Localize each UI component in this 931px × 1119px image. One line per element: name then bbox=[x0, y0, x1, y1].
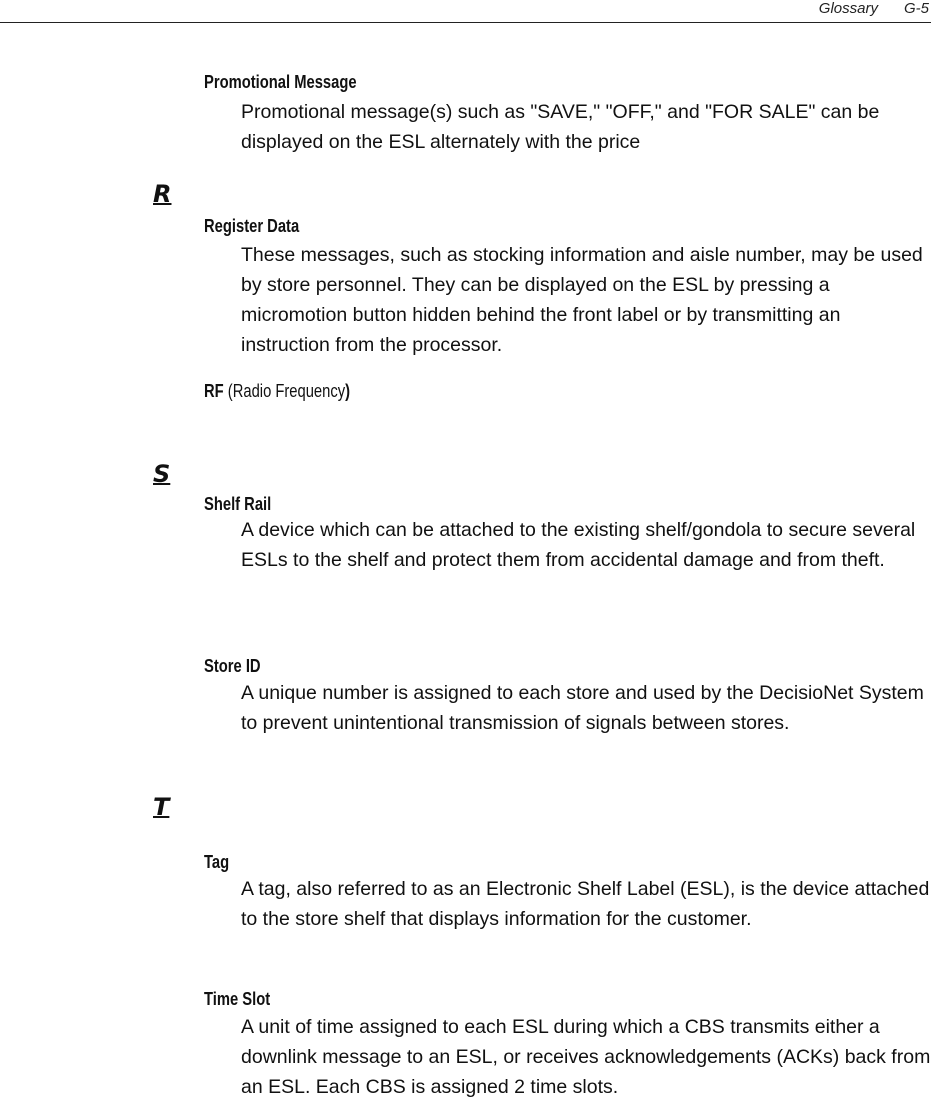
definition-store-id: A unique number is assigned to each store and used by the DecisioNet System to prevent unintentional transmission of signals between stores. bbox=[241, 682, 924, 734]
definition-promotional-message: Promotional message(s) such as "SAVE," "OFF," and "FOR SALE" can be displayed on the ESL alternately with the price bbox=[241, 101, 880, 153]
running-header bbox=[0, 0, 931, 23]
term-store-id: Store ID bbox=[204, 656, 261, 676]
definition-tag: A tag, also referred to as an Electronic Shelf Label (ESL), is the device attached to the store shelf that displays information for the customer. bbox=[241, 878, 930, 930]
section-letter-t: T bbox=[153, 793, 170, 821]
term-rf-expansion: (Radio Frequency bbox=[227, 381, 346, 401]
section-letter-r: R bbox=[153, 180, 172, 208]
definition-shelf-rail: A device which can be attached to the existing shelf/gondola to secure several ESLs to the shelf and protect them from accidental damage and from theft. bbox=[241, 519, 916, 571]
term-register-data: Register Data bbox=[204, 216, 300, 236]
header-text bbox=[793, 0, 929, 17]
definition-time-slot: A unit of time assigned to each ESL during which a CBS transmits either a downlink message to an ESL, or receives acknowledgements (ACKs) back from an ESL. Each CBS is assigned 2 time slots. bbox=[241, 1016, 931, 1098]
term-shelf-rail: Shelf Rail bbox=[204, 494, 272, 514]
header-section: Glossary bbox=[818, 0, 878, 17]
term-rf-abbrev: RF bbox=[204, 381, 224, 401]
header-page-number: G-5 bbox=[903, 0, 929, 17]
term-rf-close: ) bbox=[345, 381, 351, 401]
section-letter-s: S bbox=[153, 460, 171, 488]
term-rf bbox=[204, 381, 350, 402]
definition-register-data: These messages, such as stocking information and aisle number, may be used by store personnel. They can be displayed on the ESL by pressing a micromotion button hidden behind the front label or by transmitting an instruction from the processor. bbox=[241, 244, 923, 356]
term-promotional-message: Promotional Message bbox=[204, 72, 357, 92]
term-time-slot: Time Slot bbox=[204, 989, 271, 1009]
term-tag: Tag bbox=[204, 852, 230, 872]
